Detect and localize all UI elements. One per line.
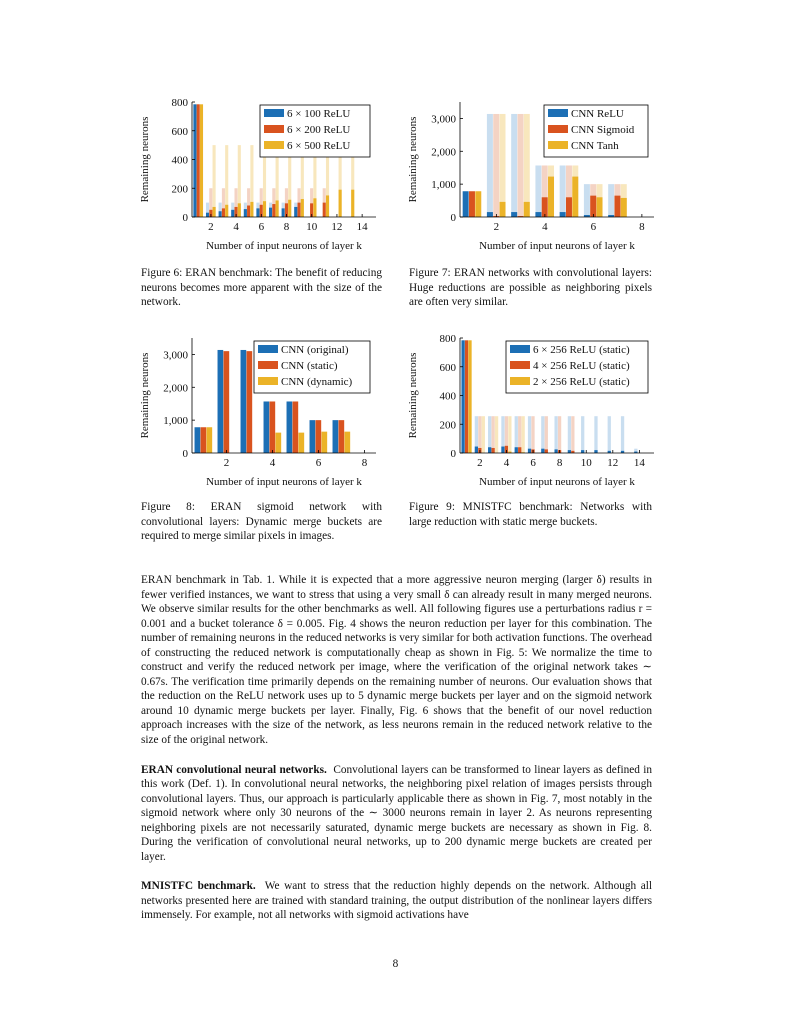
legend-label: CNN ReLU	[571, 108, 624, 120]
ghost-bar	[568, 416, 571, 453]
data-bar	[222, 208, 225, 217]
data-bar	[333, 420, 339, 453]
x-tick-label: 4	[503, 457, 510, 469]
data-bar	[247, 206, 250, 218]
data-bar	[621, 198, 627, 217]
legend-swatch	[510, 377, 530, 385]
data-bar	[465, 340, 468, 453]
legend-swatch	[258, 377, 278, 385]
ghost-bar	[487, 114, 493, 217]
data-bar	[225, 205, 228, 217]
data-bar	[264, 401, 270, 453]
data-bar	[276, 200, 279, 217]
ghost-bar	[491, 416, 494, 453]
data-bar	[256, 208, 259, 217]
data-bar	[238, 203, 241, 217]
ghost-bar	[554, 416, 557, 453]
figure-9-caption: Figure 9: MNISTFC benchmark: Networks with large reduction with static merge buckets.	[409, 501, 652, 528]
data-bar	[487, 212, 493, 217]
legend-swatch	[548, 141, 568, 149]
x-tick-label: 2	[223, 457, 230, 469]
chart-plot-area	[139, 338, 376, 488]
legend-swatch	[548, 109, 568, 117]
data-bar	[468, 340, 471, 453]
data-bar	[475, 447, 478, 453]
y-tick-label: 1,000	[163, 415, 188, 428]
y-tick-label: 800	[439, 333, 456, 345]
figure-8	[140, 328, 380, 498]
data-bar	[269, 208, 272, 217]
ghost-bar	[508, 416, 511, 453]
x-axis-label: Number of input neurons of layer k	[479, 476, 635, 488]
x-tick-label: 6	[315, 457, 322, 469]
ghost-bar	[558, 416, 561, 453]
ghost-bar	[535, 165, 541, 217]
ghost-bar	[528, 416, 531, 453]
data-bar	[231, 210, 234, 217]
data-bar	[219, 211, 222, 217]
x-tick-label: 8	[556, 457, 563, 469]
data-bar	[275, 433, 281, 453]
paragraph-eran-cnn	[141, 763, 652, 865]
legend-swatch	[548, 125, 568, 133]
legend-label: 6 × 200 ReLU	[287, 124, 351, 136]
ghost-bar	[500, 114, 506, 217]
data-bar	[528, 449, 531, 453]
data-bar	[463, 191, 469, 217]
paragraph-heading: ERAN convolutional neural networks.	[141, 763, 327, 776]
data-bar	[206, 213, 209, 217]
ghost-bar	[584, 184, 590, 217]
x-tick-label: 12	[607, 457, 619, 469]
data-bar	[316, 420, 322, 453]
data-bar	[287, 401, 293, 453]
data-bar	[250, 202, 253, 217]
data-bar	[263, 201, 266, 217]
x-tick-label: 10	[580, 457, 592, 469]
data-bar	[282, 208, 285, 217]
data-bar	[475, 191, 481, 217]
paragraph-text: Convolutional layers can be transformed to linear layers as defined in this work (Def. 1). In convolutional neural networks, the neighboring pixel relation of images persists through convolutional layers. Thus, our approach is particularly applicable there as shown in Fig. 7, most notably in the sigmoid network where only 30 neurons of the ∼ 3000 neurons remain in layer 2. As neurons representing neighboring pixels are not necessarily saturated, dynamic merge buckets are necessary as shown in Fig. 8. During the verification of convolutional neural networks, up to 200 dynamic merge buckets are created per layer.	[141, 763, 652, 863]
data-bar	[541, 449, 544, 453]
x-tick-label: 2	[208, 221, 214, 233]
data-bar	[590, 196, 596, 217]
y-axis-label: Remaining neurons	[139, 352, 151, 439]
data-bar	[201, 427, 207, 453]
ghost-bar	[213, 145, 216, 217]
data-bar	[313, 198, 316, 217]
data-bar	[597, 197, 603, 217]
x-tick-label: 12	[331, 221, 343, 233]
y-tick-label: 800	[171, 97, 188, 109]
data-bar	[244, 209, 247, 217]
figure-6	[140, 92, 380, 262]
ghost-bar	[560, 165, 566, 217]
legend-swatch	[510, 345, 530, 353]
figure-8-caption: Figure 8: ERAN sigmoid network with convolutional layers: Dynamic merge buckets are required to merge similar pixels in images.	[141, 501, 382, 543]
legend-label: 6 × 100 ReLU	[287, 108, 351, 120]
data-bar	[224, 351, 230, 453]
data-bar	[297, 203, 300, 217]
figure-7	[408, 92, 658, 262]
y-tick-label: 0	[182, 212, 188, 224]
data-bar	[524, 202, 530, 217]
data-bar	[241, 350, 247, 453]
x-tick-label: 14	[356, 221, 368, 233]
x-tick-label: 2	[477, 457, 483, 469]
data-bar	[298, 433, 304, 453]
x-axis-label: Number of input neurons of layer k	[206, 240, 362, 252]
data-bar	[344, 432, 350, 453]
legend-label: CNN (static)	[281, 360, 338, 372]
ghost-bar	[541, 416, 544, 453]
x-tick-label: 2	[493, 221, 500, 233]
data-bar	[572, 177, 578, 217]
legend-label: 6 × 256 ReLU (static)	[533, 344, 630, 356]
data-bar	[501, 447, 504, 453]
x-tick-label: 8	[361, 457, 368, 469]
y-tick-label: 1,000	[431, 179, 456, 192]
paragraph-mnistfc	[141, 879, 652, 923]
legend-swatch	[264, 125, 284, 133]
x-tick-label: 4	[542, 221, 548, 233]
y-axis-label: Remaining neurons	[407, 116, 419, 203]
data-bar	[200, 104, 203, 217]
x-tick-label: 6	[258, 221, 265, 233]
data-bar	[594, 450, 597, 453]
data-bar	[469, 191, 475, 217]
data-bar	[500, 202, 506, 217]
body-text	[141, 573, 652, 938]
ghost-bar	[517, 114, 523, 217]
y-tick-label: 2,000	[163, 382, 188, 395]
data-bar	[195, 427, 201, 453]
chart-plot-area	[139, 97, 376, 252]
ghost-bar	[522, 416, 525, 453]
chart-plot-area	[407, 333, 654, 488]
data-bar	[581, 450, 584, 453]
ghost-bar	[571, 416, 574, 453]
y-tick-label: 0	[450, 448, 456, 460]
data-bar	[326, 195, 329, 217]
y-tick-label: 400	[439, 390, 456, 403]
x-axis-label: Number of input neurons of layer k	[479, 240, 635, 252]
x-tick-label: 14	[633, 457, 645, 469]
paragraph-eran-benchmark: ERAN benchmark in Tab. 1. While it is expected that a more aggressive neuron merging (larger δ) results in fewer verified instances, we want to stress that using a very small δ can already result in many merged neurons. We observe similar results for the other benchmarks as well. All following figures use a perturbations radius r = 0.001 and a bucket tolerance δ = 0.005. Fig. 4 shows the neuron reduction per layer for this combination. The number of remaining neurons in the reduced networks is very similar for both activation functions. The overhead of constructing the reduced network is computationally cheap as shown in Fig. 5: We normalize the time to construct and verify the reduced network per image, where the verification of the original network takes ∼ 0.67s. The verification time primarily depends on the remaining number of neurons. Our evaluation shows that the reduction on the ReLU network uses up to 5 dynamic merge buckets per layer and on the sigmoid network around 10 dynamic merge buckets per layer. Finally, Fig. 6 shows that the benefit of our novel reduction approach increases with the size of the network, as less neurons remain in the reduced network relative to the size of the original network.	[141, 574, 652, 747]
legend-swatch	[264, 109, 284, 117]
legend-label: CNN Tanh	[571, 140, 619, 152]
data-bar	[511, 212, 517, 217]
ghost-bar	[511, 114, 517, 217]
y-tick-label: 600	[171, 125, 188, 138]
data-bar	[270, 401, 276, 453]
data-bar	[294, 207, 297, 217]
x-tick-label: 6	[590, 221, 597, 233]
legend-swatch	[258, 361, 278, 369]
data-bar	[614, 196, 620, 217]
y-tick-label: 3,000	[431, 113, 456, 126]
data-bar	[218, 350, 224, 453]
y-tick-label: 0	[182, 448, 188, 460]
legend-label: CNN (original)	[281, 344, 349, 356]
data-bar	[301, 199, 304, 217]
x-tick-label: 4	[269, 457, 276, 469]
data-bar	[488, 447, 491, 453]
data-bar	[321, 432, 327, 453]
figure-7-caption: Figure 7: ERAN networks with convolutional layers: Huge reductions are possible as neighboring pixels are often very similar.	[409, 267, 652, 309]
chart-plot-area	[407, 102, 654, 252]
y-tick-label: 3,000	[163, 349, 188, 362]
data-bar	[323, 203, 326, 217]
y-tick-label: 200	[439, 419, 456, 432]
ghost-bar	[581, 416, 584, 453]
page-number: 8	[392, 958, 399, 970]
data-bar	[518, 447, 521, 453]
data-bar	[193, 104, 196, 217]
ghost-bar	[524, 114, 530, 217]
data-bar	[272, 204, 275, 217]
ghost-bar	[621, 416, 624, 453]
legend-label: 4 × 256 ReLU (static)	[533, 360, 630, 372]
ghost-bar	[608, 184, 614, 217]
legend-swatch	[510, 361, 530, 369]
legend-swatch	[258, 345, 278, 353]
x-tick-label: 8	[639, 221, 645, 233]
x-axis-label: Number of input neurons of layer k	[206, 476, 362, 488]
y-tick-label: 200	[171, 183, 188, 196]
data-bar	[339, 190, 342, 217]
figure-6-caption: Figure 6: ERAN benchmark: The benefit of reducing neurons becomes more apparent with the size of the network.	[141, 267, 382, 309]
ghost-bar	[493, 114, 499, 217]
x-tick-label: 4	[233, 221, 239, 233]
x-tick-label: 8	[283, 221, 290, 233]
legend-label: CNN (dynamic)	[281, 376, 353, 388]
legend-label: 6 × 500 ReLU	[287, 140, 351, 152]
legend-label: CNN Sigmoid	[571, 124, 635, 136]
x-tick-label: 10	[306, 221, 318, 233]
y-tick-label: 600	[439, 361, 456, 374]
data-bar	[206, 427, 212, 453]
data-bar	[548, 177, 554, 217]
paragraph-text: We want to stress that the reduction highly depends on the network. Although all networks presented here are trained with standard training, the output distribution of the nonlinear layers differs immensely. For example, not all networks with sigmoid activations have	[141, 880, 652, 922]
ghost-bar	[545, 416, 548, 453]
data-bar	[197, 104, 200, 217]
ghost-bar	[608, 416, 611, 453]
data-bar	[560, 212, 566, 217]
data-bar	[288, 200, 291, 217]
y-tick-label: 400	[171, 154, 188, 167]
data-bar	[310, 420, 316, 453]
data-bar	[293, 401, 299, 453]
data-bar	[566, 197, 572, 217]
data-bar	[339, 420, 345, 453]
data-bar	[554, 449, 557, 453]
data-bar	[247, 351, 253, 453]
ghost-bar	[478, 416, 481, 453]
ghost-bar	[482, 416, 485, 453]
figure-9	[408, 328, 658, 498]
data-bar	[535, 212, 541, 217]
data-bar	[461, 340, 464, 453]
data-bar	[213, 207, 216, 217]
data-bar	[515, 447, 518, 453]
x-tick-label: 6	[530, 457, 536, 469]
y-axis-label: Remaining neurons	[139, 116, 151, 203]
ghost-bar	[531, 416, 534, 453]
y-tick-label: 2,000	[431, 146, 456, 159]
ghost-bar	[495, 416, 498, 453]
data-bar	[545, 449, 548, 453]
legend-swatch	[264, 141, 284, 149]
data-bar	[351, 190, 354, 217]
data-bar	[491, 448, 494, 453]
legend-label: 2 × 256 ReLU (static)	[533, 376, 630, 388]
ghost-bar	[594, 416, 597, 453]
y-tick-label: 0	[450, 212, 456, 224]
y-axis-label: Remaining neurons	[407, 352, 419, 439]
paragraph-heading: MNISTFC benchmark.	[141, 880, 256, 893]
data-bar	[568, 450, 571, 453]
